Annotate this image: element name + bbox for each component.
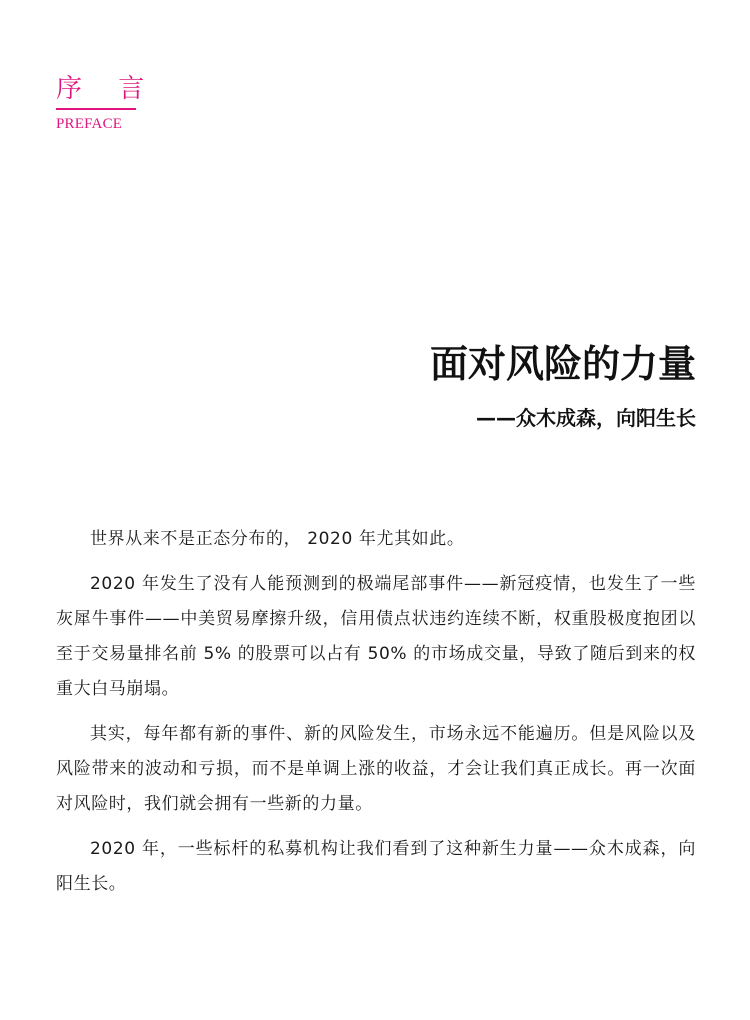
paragraph-1: 世界从来不是正态分布的， 2020 年尤其如此。 [90,529,465,549]
paragraph-3: 其实，每年都有新的事件、新的风险发生，市场永远不能遍历。但是风险以及风险带来的波动和亏损，而不是单调上涨的收益，才会让我们真正成长。再一次面对风险时，我们就会拥有一些新的力量。 [56,724,696,814]
paragraph-2: 2020 年发生了没有人能预测到的极端尾部事件——新冠疫情，也发生了一些灰犀牛事件——中美贸易摩擦升级，信用债点状违约连续不断，权重股极度抱团以至于交易量排名前 5% 的股票可以占有 50% 的市场成交量，导致了随后到来的权重大白马崩塌。 [56,574,696,699]
section-title-cn: 序 言 [56,74,159,104]
section-header [56,74,159,133]
paragraph-4: 2020 年，一些标杆的私募机构让我们看到了这种新生力量——众木成森，向阳生长。 [56,839,696,894]
article-subtitle: ——众木成森，向阳生长 [476,406,696,430]
section-divider [56,108,136,110]
article-body [56,522,696,912]
article-title: 面对风险的力量 [429,342,696,386]
section-title-en: PREFACE [56,116,123,132]
